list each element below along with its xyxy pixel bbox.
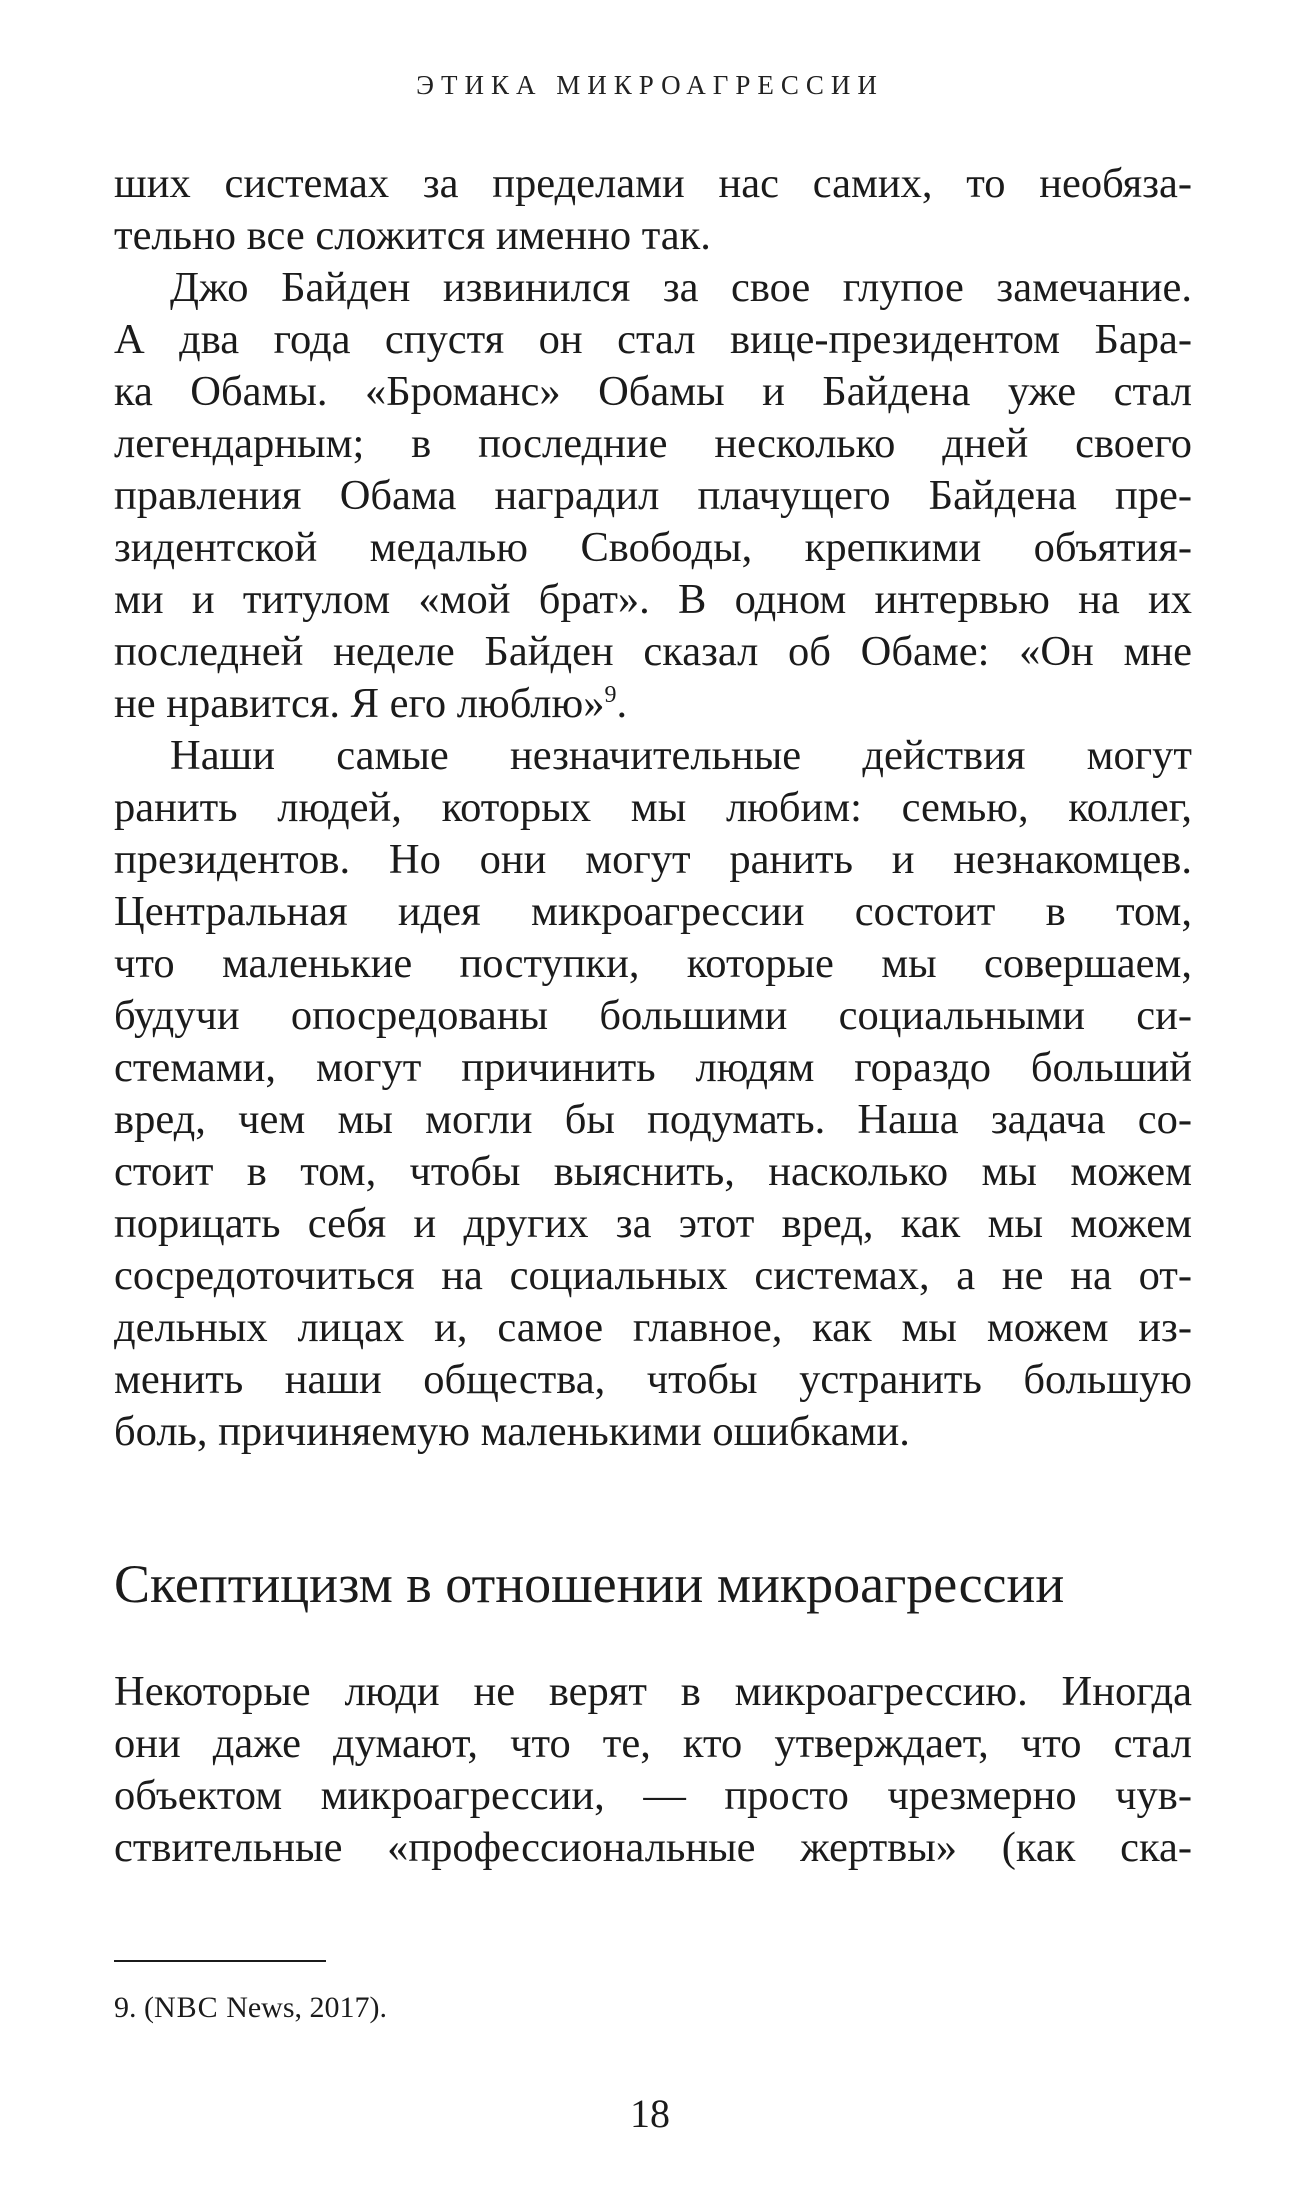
text-line: объектом микроагрессии, — просто чрезмерно чув- — [114, 1772, 1192, 1819]
text-line: что маленькие поступки, которые мы совершаем, — [114, 940, 1192, 987]
section-text — [114, 1666, 1192, 1874]
text-line: Джо Байден извинился за свое глупое замечание. — [170, 264, 1192, 311]
text-line: тельно все сложится именно так. — [114, 212, 711, 259]
text-fragment: . — [616, 680, 628, 727]
text-line: правления Обама наградил плачущего Байдена пре- — [114, 472, 1192, 519]
text-line: сосредоточиться на социальных системах, а не на от- — [114, 1252, 1192, 1299]
page-number: 18 — [630, 2091, 670, 2136]
text-line: Центральная идея микроагрессии состоит в том, — [114, 888, 1192, 935]
text-line: Наши самые незначительные действия могут — [170, 732, 1192, 779]
section-heading: Скептицизм в отношении микроагрессии — [114, 1554, 1065, 1614]
footnote — [114, 1990, 387, 2026]
text-fragment: не нравится. Я его люблю» — [114, 680, 605, 727]
footnote-rest: News, 2017). — [218, 1991, 387, 2024]
text-line: А два года спустя он стал вице-президентом Бара- — [114, 316, 1192, 363]
text-line: зидентской медалью Свободы, крепкими объятия- — [114, 524, 1192, 571]
text-line: ствительные «профессиональные жертвы» (как ска- — [114, 1824, 1192, 1871]
text-line: ми и титулом «мой брат». В одном интервью на их — [114, 576, 1192, 623]
text-line: они даже думают, что те, кто утверждает, что стал — [114, 1720, 1192, 1767]
text-line: президентов. Но они могут ранить и незнакомцев. — [114, 836, 1192, 883]
text-line: менить наши общества, чтобы устранить большую — [114, 1356, 1192, 1403]
footnote-source: NBC — [154, 1991, 219, 2024]
text-line: дельных лицах и, самое главное, как мы можем из- — [114, 1304, 1192, 1351]
footnote-number: 9. — [114, 1991, 137, 2024]
text-line: ранить людей, которых мы любим: семью, коллег, — [114, 784, 1192, 831]
text-line-with-footnote — [114, 678, 1192, 730]
running-head: ЭТИКА МИКРОАГРЕССИИ — [416, 70, 884, 100]
text-line: ка Обамы. «Броманс» Обамы и Байдена уже стал — [114, 368, 1192, 415]
text-line: стемами, могут причинить людям гораздо больший — [114, 1044, 1192, 1091]
text-line: будучи опосредованы большими социальными си- — [114, 992, 1192, 1039]
text-line: ших системах за пределами нас самих, то необяза- — [114, 160, 1192, 207]
text-line: порицать себя и других за этот вред, как мы можем — [114, 1200, 1192, 1247]
footnote-divider — [114, 1960, 326, 1962]
text-line: боль, причиняемую маленькими ошибками. — [114, 1408, 910, 1455]
text-line: последней неделе Байден сказал об Обаме: «Он мне — [114, 628, 1192, 675]
main-text — [114, 158, 1192, 1458]
footnote-reference[interactable]: 9 — [604, 681, 617, 708]
text-line: Некоторые люди не верят в микроагрессию. Иногда — [114, 1668, 1192, 1715]
footnote-open-paren: ( — [144, 1991, 154, 2024]
text-line: стоит в том, чтобы выяснить, насколько мы можем — [114, 1148, 1192, 1195]
text-line: легендарным; в последние несколько дней своего — [114, 420, 1192, 467]
text-line: вред, чем мы могли бы подумать. Наша задача со- — [114, 1096, 1192, 1143]
